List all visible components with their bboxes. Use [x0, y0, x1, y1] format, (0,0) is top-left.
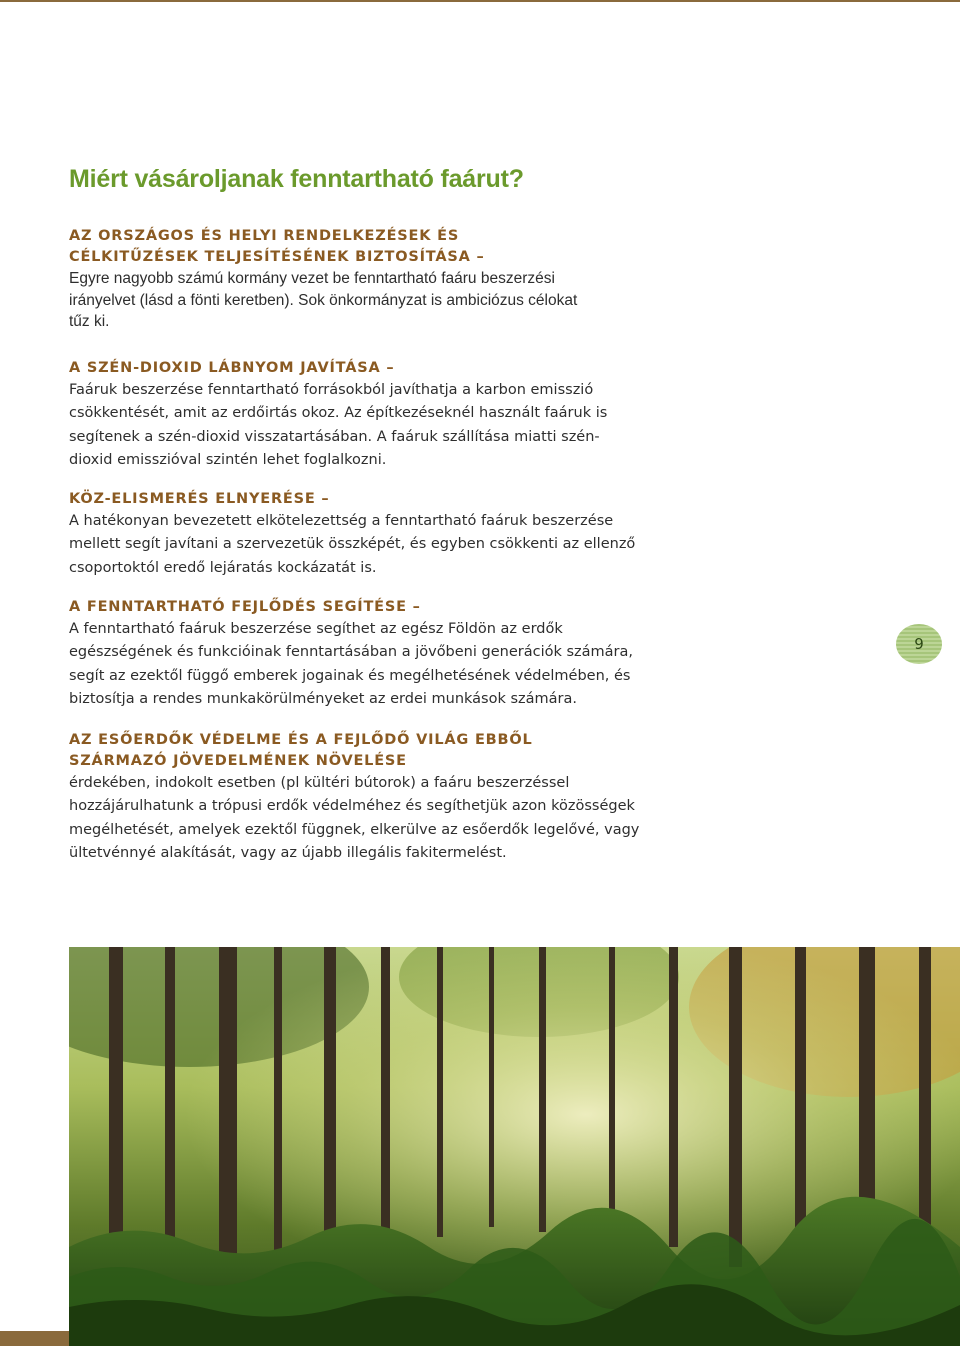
section-rainforest-protection [69, 730, 649, 866]
section-heading: AZ ESŐERDŐK VÉDELME ÉS A FEJLŐDŐ VILÁG EBBŐL SZÁRMAZÓ JÖVEDELMÉNEK NÖVELÉSE [69, 732, 533, 769]
page-title: Miért vásároljanak fenntartható faárut? [69, 165, 524, 193]
section-body: A fenntartható faáruk beszerzése segíthet az egész Földön az erdők egészségének és funkcióinak fenntartásában a jövőbeni generációk számára, segít az ezektől függő emberek jogainak és megélhetésének védelmében, és biztosítja a rendes munkakörülményeket az erdei munkások számára. [69, 621, 633, 708]
section-body: érdekében, indokolt esetben (pl kültéri bútorok) a faáru beszerzéssel hozzájárulhatunk a trópusi erdők védelméhez és segíthetjük azon közösségek megélhetését, amelyek ezektől függnek, elkerülve az esőerdők legelővé, vagy ültetvénnyé alakítását, vagy az újabb illegális fakitermelést. [69, 775, 640, 862]
section-heading: A SZÉN-DIOXID LÁBNYOM JAVÍTÁSA – [69, 360, 395, 376]
section-body: Faáruk beszerzése fenntartható forrásokból javíthatja a karbon emisszió csökkentését, amit az erdőirtás okoz. Az építkezéseknél használt faáruk is segítenek a szén-dioxid visszatartásában. A faáruk szállítása miatti szén-dioxid emisszióval szintén lehet foglalkozni. [69, 382, 608, 469]
page-number: 9 [914, 635, 924, 653]
forest-photo [69, 947, 960, 1346]
section-heading: A FENNTARTHATÓ FEJLŐDÉS SEGÍTÉSE – [69, 599, 421, 615]
section-heading: KÖZ-ELISMERÉS ELNYERÉSE – [69, 491, 330, 507]
section-sustainable-development [69, 597, 649, 712]
section-body: A hatékonyan bevezetett elkötelezettség a fenntartható faáruk beszerzése mellett segít javítani a szervezetük összképét, és egyben csökkenti az ellenző csoportoktól eredő lejáratás kockázatát is. [69, 513, 636, 576]
page-number-badge [896, 624, 942, 664]
section-public-recognition [69, 489, 649, 580]
bottom-rule [0, 1331, 69, 1346]
section-carbon-footprint [69, 358, 649, 473]
top-rule [0, 0, 960, 2]
section-national-goals [69, 226, 649, 333]
section-body: Egyre nagyobb számú kormány vezet be fenntartható faáru beszerzési irányelvet (lásd a fönti keretben). Sok önkormányzat is ambiciózus célokat tűz ki. [69, 270, 578, 331]
section-heading: AZ ORSZÁGOS ÉS HELYI RENDELKEZÉSEK ÉS CÉLKITŰZÉSEK TELJESÍTÉSÉNEK BIZTOSÍTÁSA – [69, 228, 485, 265]
